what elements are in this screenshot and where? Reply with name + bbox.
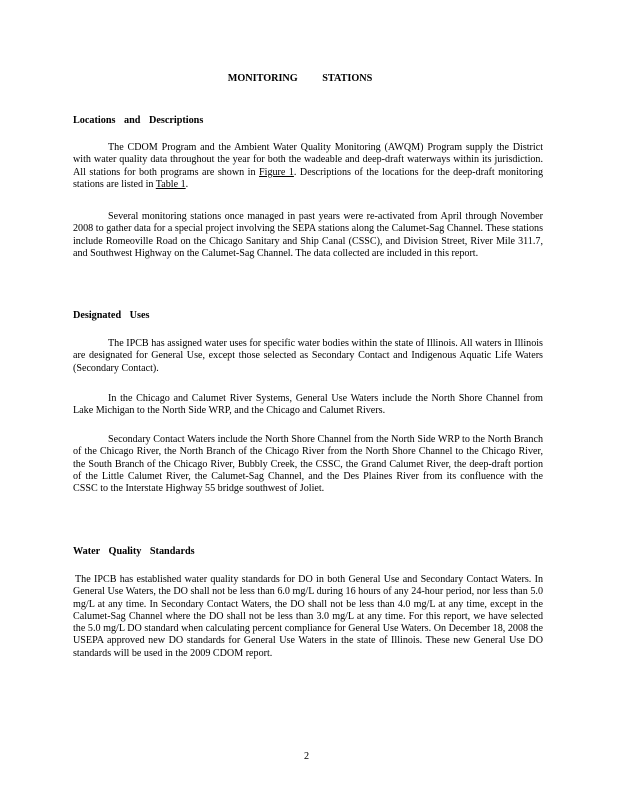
- section-heading-water-quality-standards: Water Quality Standards: [73, 546, 195, 557]
- paragraph-text: . Descriptions of the locations for the deep-draft monitoring stations are listed in: [73, 166, 543, 190]
- paragraph-uses-2: In the Chicago and Calumet River Systems, General Use Waters include the North Shore Channel from Lake Michigan to the North Side WRP, and the Chicago and Calumet Rivers.: [73, 393, 543, 417]
- paragraph-standards-1: The IPCB has established water quality standards for DO in both General Use and Secondary Contact Waters. In General Use Waters, the DO shall not be less than 6.0 mg/L during 16 hours of any 24-hour period, nor less than 5.0 mg/L at any time. In Secondary Contact Waters, the DO shall not be less than 4.0 mg/L at any time, except in the Calumet-Sag Channel where the DO shall not be less than 3.0 mg/L at any time. For this report, we have selected the 5.0 mg/L DO standard when calculating percent compliance for General Use Waters. On December 18, 2008 the USEPA approved new DO standards for General Use Waters in the state of Illinois. These new General Use DO standards will be used in the 2009 CDOM report.: [73, 574, 543, 659]
- section-heading-locations: Locations and Descriptions: [73, 115, 204, 126]
- paragraph-uses-3: Secondary Contact Waters include the North Shore Channel from the North Side WRP to the North Branch of the Chicago River, the North Branch of the Chicago River from the North Shore Channel to the Chicago River, the South Branch of the Chicago River, Bubbly Creek, the CSSC, the Grand Calumet River, the deep-draft portion of the Little Calumet River, the Calumet-Sag Channel, and the Des Plaines River from its confluence with the CSSC to the Interstate Highway 55 bridge southwest of Joliet.: [73, 434, 543, 495]
- paragraph-locations-2: Several monitoring stations once managed in past years were re-activated from April through November 2008 to gather data for a special project involving the SEPA stations along the Calumet-Sag Channel. These stations include Romeoville Road on the Chicago Sanitary and Ship Canal (CSSC), and Division Street, River Mile 311.7, and Southwest Highway on the Calumet-Sag Channel. The data collected are included in this report.: [73, 211, 543, 259]
- page-number: 2: [303, 751, 310, 762]
- section-heading-designated-uses: Designated Uses: [73, 310, 150, 321]
- paragraph-uses-1: The IPCB has assigned water uses for specific water bodies within the state of Illinois. All waters in Illinois are designated for General Use, except those selected as Secondary Contact and Indigenous Aquatic Life Waters (Secondary Contact).: [73, 338, 543, 374]
- figure-1-link[interactable]: Figure 1: [259, 166, 294, 178]
- paragraph-locations-1: [73, 142, 543, 191]
- paragraph-text: The CDOM Program and the Ambient Water Quality Monitoring (AWQM) Program supply the District with water quality data throughout the year for both the wadeable and deep-draft waterways within its jurisdiction. All stations for both programs are shown in: [73, 142, 543, 178]
- table-1-link[interactable]: Table 1: [155, 178, 186, 190]
- page-title: MONITORING STATIONS: [227, 73, 373, 84]
- paragraph-text: .: [185, 178, 189, 190]
